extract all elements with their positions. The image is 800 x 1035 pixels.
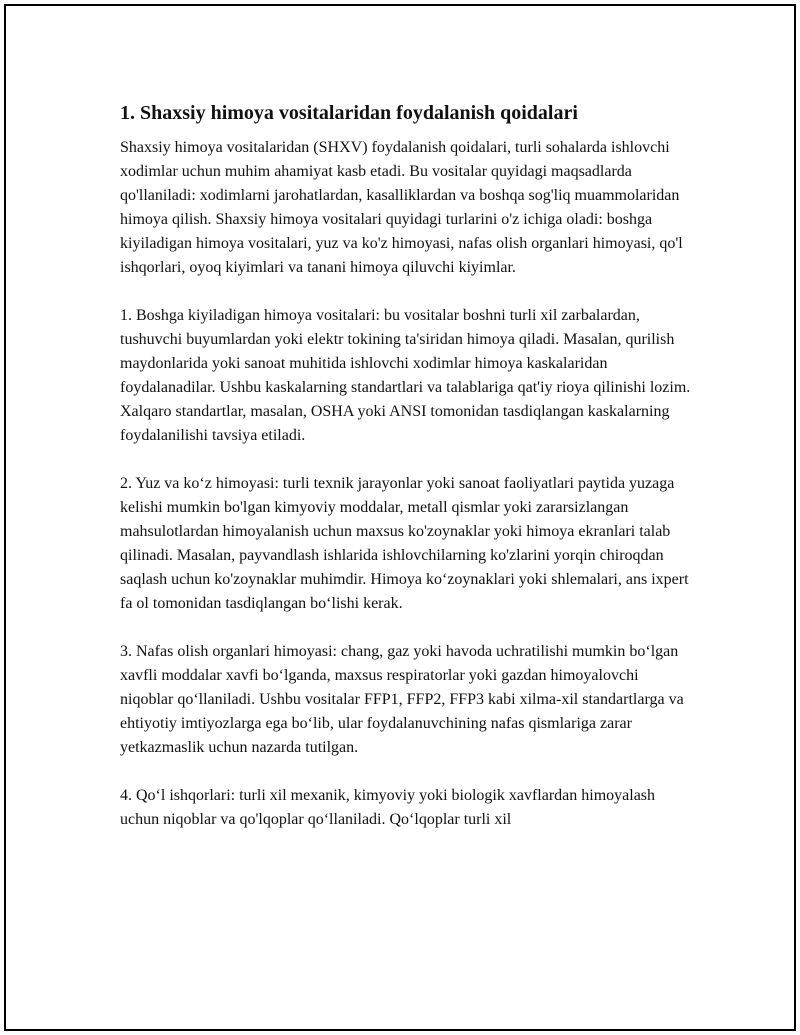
paragraph-hand-protection: 4. Qo‘l ishqorlari: turli xil mexanik, kimyoviy yoki biologik xavflardan himoyalash uchun niqoblar va qo'lqoplar qo‘llaniladi. Qo‘lqoplar turli xil — [120, 787, 656, 828]
paragraph-head-protection: 1. Boshga kiyiladigan himoya vositalari: bu vositalar boshni turli xil zarbalardan, tushuvchi buyumlardan yoki elektr tokining ta'siridan himoya qiladi. Masalan, qurilish maydonlarida yoki sanoat muhitida ishlovchi xodimlar himoya kaskalaridan foydalanadilar. Ushbu kaskalarning standartlari va talablariga qat'iy rioya qilinishi lozim. Xalqaro standartlar, masalan, OSHA yoki ANSI tomonidan tasdiqlangan kaskalarning foydalanilishi tavsiya etiladi. — [120, 307, 691, 444]
document-title: 1. Shaxsiy himoya vositalaridan foydalanish qoidalari — [120, 102, 578, 124]
document-page — [4, 4, 796, 1031]
paragraph-respiratory-protection: 3. Nafas olish organlari himoyasi: chang, gaz yoki havoda uchratilishi mumkin bo‘lgan xavfli moddalar xavfi bo‘lganda, maxsus respiratorlar yoki gazdan himoyalovchi niqoblar qo‘llaniladi. Ushbu vositalar FFP1, FFP2, FFP3 kabi xilma-xil standartlarga va ehtiyotiy imtiyozlarga ega bo‘lib, ular foydalanuvchining nafas qismlariga zarar yetkazmaslik uchun nazarda tutilgan. — [120, 643, 684, 756]
paragraph-face-eye-protection: 2. Yuz va ko‘z himoyasi: turli texnik jarayonlar yoki sanoat faoliyatlari paytida yuzaga kelishi mumkin bo'lgan kimyoviy moddalar, metall qismlar yoki zararsizlangan mahsulotlardan himoyalanish uchun maxsus ko'zoynaklar yoki himoya ekranlari talab qilinadi. Masalan, payvandlash ishlarida ishlovchilarning ko'zlarini yorqin chiroqdan saqlash uchun ko'zoynaklar muhimdir. Himoya ko‘zoynaklari yoki shlemalari, ans ixpert fa ol tomonidan tasdiqlangan bo‘lishi kerak. — [120, 475, 689, 612]
document-body — [120, 100, 692, 856]
intro-paragraph: Shaxsiy himoya vositalaridan (SHXV) foydalanish qoidalari, turli sohalarda ishlovchi xodimlar uchun muhim ahamiyat kasb etadi. Bu vositalar quyidagi maqsadlarda qo'llaniladi: xodimlarni jarohatlardan, kasalliklardan va boshqa sog'liq muammolaridan himoya qilish. Shaxsiy himoya vositalari quyidagi turlarini o'z ichiga oladi: boshga kiyiladigan himoya vositalari, yuz va ko'z himoyasi, nafas olish organlari himoyasi, qo'l ishqorlari, oyoq kiyimlari va tanani himoya qiluvchi kiyimlar. — [120, 139, 683, 276]
